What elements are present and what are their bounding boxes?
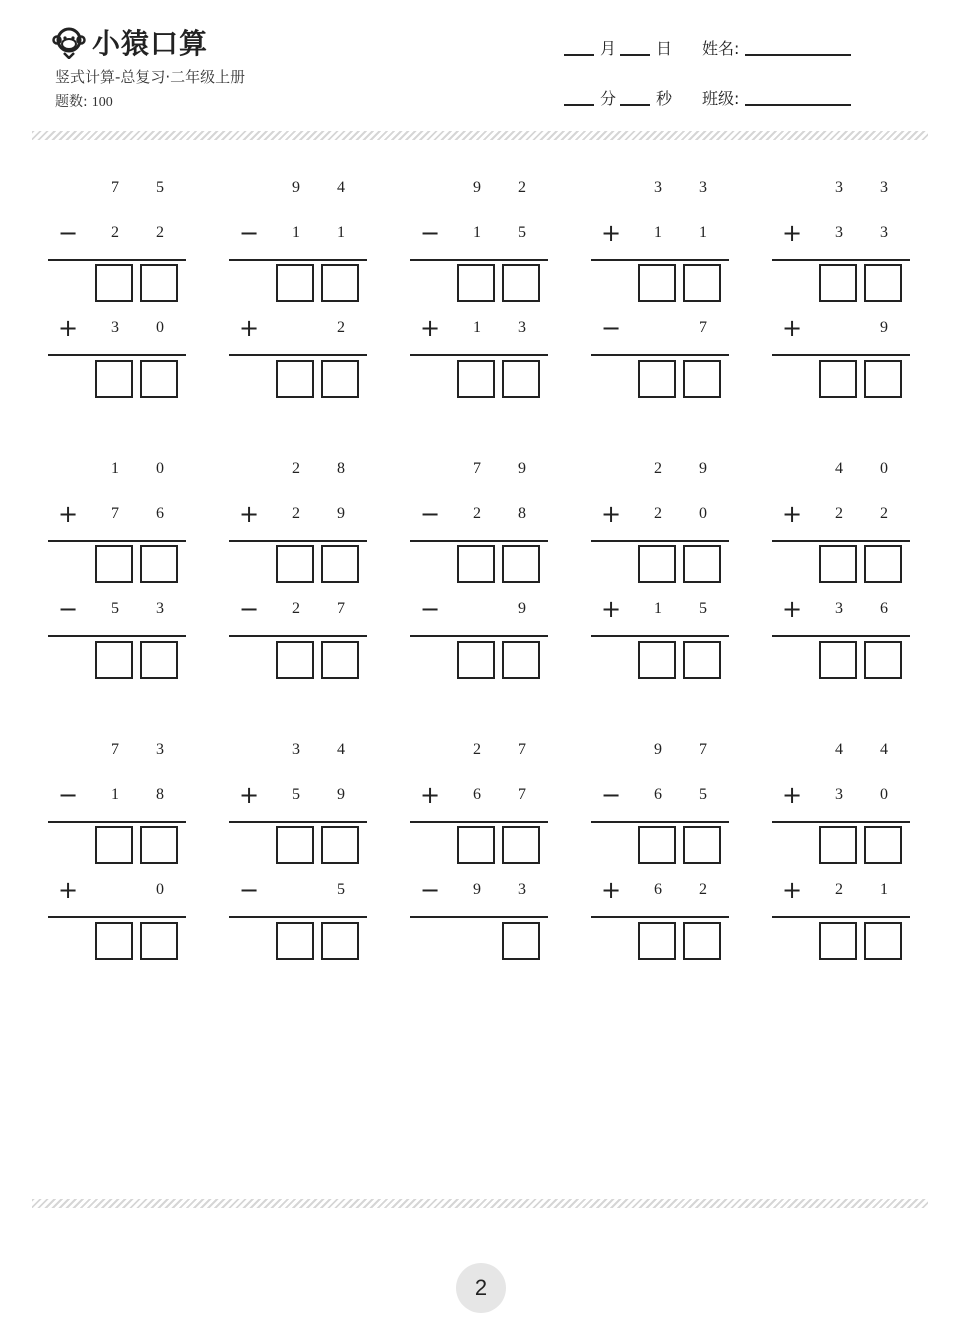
digit-ones: 7 xyxy=(699,741,707,758)
digit-ones: 9 xyxy=(337,505,345,522)
operator-sign: + xyxy=(600,876,622,904)
digit-ones: 0 xyxy=(880,460,888,477)
operand-row-second xyxy=(772,783,912,807)
digit-tens: 2 xyxy=(473,741,481,758)
digit-ones: 2 xyxy=(518,179,526,196)
digit-tens: 2 xyxy=(292,460,300,477)
final-answer-box-ones[interactable] xyxy=(864,360,902,398)
final-answer-box-ones[interactable] xyxy=(140,360,178,398)
operator-sign: − xyxy=(238,595,260,623)
problem-13 xyxy=(410,738,550,978)
operand-row-third xyxy=(410,316,550,340)
digit-tens: 1 xyxy=(292,224,300,241)
problem-7 xyxy=(229,457,369,697)
final-answer-box-ones[interactable] xyxy=(502,922,540,960)
intermediate-answer-box-ones[interactable] xyxy=(864,826,902,864)
digit-ones: 4 xyxy=(337,741,345,758)
digit-tens: 2 xyxy=(473,505,481,522)
intermediate-answer-box-ones[interactable] xyxy=(321,264,359,302)
intermediate-answer-box-ones[interactable] xyxy=(864,264,902,302)
operand-row-second xyxy=(591,221,731,245)
digit-ones: 5 xyxy=(699,600,707,617)
operand-row-second xyxy=(229,502,369,526)
calc-line xyxy=(48,635,186,637)
digit-tens: 2 xyxy=(292,600,300,617)
operator-sign: + xyxy=(419,781,441,809)
operator-sign: + xyxy=(781,500,803,528)
digit-ones: 9 xyxy=(518,460,526,477)
calc-line xyxy=(410,916,548,918)
digit-tens: 3 xyxy=(835,179,843,196)
operand-row-second xyxy=(48,783,188,807)
question-count-label: 题数: xyxy=(55,94,88,110)
final-answer-box-ones[interactable] xyxy=(683,360,721,398)
digit-tens: 5 xyxy=(292,786,300,803)
class-label: 班级: xyxy=(702,89,740,108)
digit-ones: 0 xyxy=(880,786,888,803)
day-label: 日 xyxy=(656,39,673,58)
operator-sign: + xyxy=(238,314,260,342)
calc-line xyxy=(591,540,729,542)
digit-ones: 6 xyxy=(156,505,164,522)
digit-tens: 3 xyxy=(654,179,662,196)
intermediate-answer-box-ones[interactable] xyxy=(683,264,721,302)
intermediate-answer-box-ones[interactable] xyxy=(502,545,540,583)
digit-ones: 3 xyxy=(880,179,888,196)
intermediate-answer-box-tens[interactable] xyxy=(638,826,676,864)
operand-row-second xyxy=(772,221,912,245)
final-answer-box-tens[interactable] xyxy=(276,922,314,960)
operand-row-first xyxy=(229,176,369,200)
calc-line xyxy=(229,259,367,261)
digit-ones: 7 xyxy=(699,319,707,336)
final-answer-box-ones[interactable] xyxy=(140,922,178,960)
digit-tens: 9 xyxy=(473,179,481,196)
intermediate-answer-box-ones[interactable] xyxy=(140,545,178,583)
bottom-divider xyxy=(32,1199,928,1208)
digit-tens: 9 xyxy=(473,881,481,898)
month-label: 月 xyxy=(600,39,617,58)
digit-tens: 1 xyxy=(111,460,119,477)
intermediate-answer-box-tens[interactable] xyxy=(276,264,314,302)
final-answer-box-ones[interactable] xyxy=(502,360,540,398)
digit-ones: 7 xyxy=(518,786,526,803)
operator-sign: − xyxy=(419,595,441,623)
operand-row-first xyxy=(772,176,912,200)
digit-tens: 6 xyxy=(473,786,481,803)
digit-tens: 1 xyxy=(473,319,481,336)
intermediate-answer-box-tens[interactable] xyxy=(276,826,314,864)
calc-line xyxy=(410,821,548,823)
operator-sign: − xyxy=(238,876,260,904)
calc-line xyxy=(410,354,548,356)
operand-row-third xyxy=(410,597,550,621)
calc-line xyxy=(772,354,910,356)
digit-tens: 6 xyxy=(654,881,662,898)
operand-row-first xyxy=(48,457,188,481)
intermediate-answer-box-ones[interactable] xyxy=(140,264,178,302)
intermediate-answer-box-tens[interactable] xyxy=(457,826,495,864)
operand-row-third xyxy=(591,316,731,340)
operand-row-third xyxy=(229,597,369,621)
operand-row-third xyxy=(591,878,731,902)
digit-ones: 5 xyxy=(337,881,345,898)
digit-ones: 3 xyxy=(880,224,888,241)
operand-row-first xyxy=(591,457,731,481)
digit-tens: 1 xyxy=(473,224,481,241)
final-answer-box-tens[interactable] xyxy=(457,641,495,679)
intermediate-answer-box-tens[interactable] xyxy=(95,545,133,583)
digit-tens: 1 xyxy=(654,224,662,241)
final-answer-box-tens[interactable] xyxy=(638,922,676,960)
operand-row-third xyxy=(772,878,912,902)
intermediate-answer-box-ones[interactable] xyxy=(683,826,721,864)
final-answer-box-tens[interactable] xyxy=(95,922,133,960)
digit-ones: 9 xyxy=(699,460,707,477)
final-answer-box-tens[interactable] xyxy=(638,360,676,398)
final-answer-box-ones[interactable] xyxy=(140,641,178,679)
calc-line xyxy=(772,259,910,261)
calc-line xyxy=(772,540,910,542)
problem-12 xyxy=(229,738,369,978)
intermediate-answer-box-tens[interactable] xyxy=(819,545,857,583)
problem-4 xyxy=(591,176,731,416)
intermediate-answer-box-ones[interactable] xyxy=(502,264,540,302)
final-answer-box-ones[interactable] xyxy=(683,641,721,679)
operand-row-third xyxy=(48,878,188,902)
digit-ones: 2 xyxy=(699,881,707,898)
operand-row-third xyxy=(591,597,731,621)
digit-tens: 9 xyxy=(654,741,662,758)
digit-tens: 9 xyxy=(292,179,300,196)
digit-tens: 2 xyxy=(292,505,300,522)
operand-row-third xyxy=(229,878,369,902)
calc-line xyxy=(772,635,910,637)
final-answer-box-ones[interactable] xyxy=(321,922,359,960)
operator-sign: + xyxy=(238,781,260,809)
calc-line xyxy=(48,821,186,823)
digit-ones: 7 xyxy=(518,741,526,758)
digit-tens: 4 xyxy=(835,460,843,477)
minute-label: 分 xyxy=(600,89,617,108)
problem-10 xyxy=(772,457,912,697)
intermediate-answer-box-tens[interactable] xyxy=(95,264,133,302)
final-answer-box-tens[interactable] xyxy=(819,360,857,398)
digit-ones: 1 xyxy=(699,224,707,241)
intermediate-answer-box-tens[interactable] xyxy=(819,826,857,864)
second-label: 秒 xyxy=(656,89,673,108)
intermediate-answer-box-tens[interactable] xyxy=(638,545,676,583)
digit-tens: 3 xyxy=(835,224,843,241)
operand-row-first xyxy=(229,738,369,762)
problem-2 xyxy=(229,176,369,416)
intermediate-answer-box-ones[interactable] xyxy=(321,545,359,583)
final-answer-box-ones[interactable] xyxy=(321,641,359,679)
page-number: 2 xyxy=(456,1263,506,1313)
operand-row-first xyxy=(410,738,550,762)
problem-8 xyxy=(410,457,550,697)
problem-15 xyxy=(772,738,912,978)
digit-tens: 2 xyxy=(835,881,843,898)
worksheet-subtitle: 竖式计算-总复习·二年级上册 xyxy=(55,68,246,86)
calc-line xyxy=(591,354,729,356)
intermediate-answer-box-tens[interactable] xyxy=(457,545,495,583)
digit-tens: 2 xyxy=(654,505,662,522)
operand-row-second xyxy=(410,502,550,526)
operand-row-second xyxy=(229,783,369,807)
operator-sign: − xyxy=(600,314,622,342)
digit-ones: 9 xyxy=(337,786,345,803)
operand-row-second xyxy=(48,221,188,245)
digit-ones: 4 xyxy=(337,179,345,196)
digit-ones: 3 xyxy=(156,600,164,617)
operator-sign: − xyxy=(238,219,260,247)
intermediate-answer-box-ones[interactable] xyxy=(140,826,178,864)
digit-tens: 2 xyxy=(835,505,843,522)
final-answer-box-ones[interactable] xyxy=(864,641,902,679)
digit-tens: 3 xyxy=(292,741,300,758)
digit-ones: 8 xyxy=(518,505,526,522)
operator-sign: + xyxy=(600,500,622,528)
problem-14 xyxy=(591,738,731,978)
digit-tens: 7 xyxy=(111,179,119,196)
problem-5 xyxy=(772,176,912,416)
operand-row-first xyxy=(410,176,550,200)
operand-row-first xyxy=(772,738,912,762)
operator-sign: − xyxy=(419,876,441,904)
digit-ones: 0 xyxy=(156,460,164,477)
operand-row-second xyxy=(591,502,731,526)
digit-tens: 1 xyxy=(111,786,119,803)
operand-row-third xyxy=(48,316,188,340)
calc-line xyxy=(48,354,186,356)
calc-line xyxy=(229,635,367,637)
intermediate-answer-box-ones[interactable] xyxy=(683,545,721,583)
digit-tens: 1 xyxy=(654,600,662,617)
operator-sign: − xyxy=(419,500,441,528)
intermediate-answer-box-tens[interactable] xyxy=(95,826,133,864)
operator-sign: + xyxy=(419,314,441,342)
calc-line xyxy=(229,540,367,542)
calc-line xyxy=(229,821,367,823)
digit-ones: 2 xyxy=(880,505,888,522)
question-count-value: 100 xyxy=(91,95,113,110)
digit-ones: 3 xyxy=(699,179,707,196)
digit-ones: 8 xyxy=(337,460,345,477)
digit-ones: 9 xyxy=(518,600,526,617)
digit-ones: 6 xyxy=(880,600,888,617)
operand-row-third xyxy=(48,597,188,621)
digit-ones: 0 xyxy=(156,881,164,898)
final-answer-box-ones[interactable] xyxy=(683,922,721,960)
digit-ones: 1 xyxy=(337,224,345,241)
operator-sign: − xyxy=(600,781,622,809)
operand-row-second xyxy=(772,502,912,526)
intermediate-answer-box-tens[interactable] xyxy=(819,264,857,302)
problem-3 xyxy=(410,176,550,416)
digit-tens: 5 xyxy=(111,600,119,617)
operator-sign: − xyxy=(57,219,79,247)
intermediate-answer-box-tens[interactable] xyxy=(457,264,495,302)
digit-ones: 0 xyxy=(699,505,707,522)
intermediate-answer-box-ones[interactable] xyxy=(502,826,540,864)
calc-line xyxy=(591,821,729,823)
operator-sign: + xyxy=(600,595,622,623)
digit-ones: 2 xyxy=(156,224,164,241)
digit-tens: 7 xyxy=(111,505,119,522)
final-answer-box-tens[interactable] xyxy=(276,641,314,679)
calc-line xyxy=(591,635,729,637)
calc-line xyxy=(410,259,548,261)
digit-tens: 7 xyxy=(111,741,119,758)
problem-6 xyxy=(48,457,188,697)
operator-sign: + xyxy=(57,314,79,342)
calc-line xyxy=(229,354,367,356)
calc-line xyxy=(48,916,186,918)
operand-row-first xyxy=(48,738,188,762)
operand-row-third xyxy=(229,316,369,340)
operand-row-first xyxy=(772,457,912,481)
name-label: 姓名: xyxy=(702,39,740,58)
intermediate-answer-box-ones[interactable] xyxy=(321,826,359,864)
digit-tens: 2 xyxy=(111,224,119,241)
digit-ones: 5 xyxy=(699,786,707,803)
operator-sign: + xyxy=(781,314,803,342)
calc-line xyxy=(410,635,548,637)
final-answer-box-tens[interactable] xyxy=(95,360,133,398)
digit-tens: 2 xyxy=(654,460,662,477)
calc-line xyxy=(229,916,367,918)
digit-tens: 4 xyxy=(835,741,843,758)
operator-sign: + xyxy=(781,595,803,623)
problem-11 xyxy=(48,738,188,978)
operator-sign: + xyxy=(238,500,260,528)
operand-row-first xyxy=(229,457,369,481)
digit-ones: 4 xyxy=(880,741,888,758)
intermediate-answer-box-ones[interactable] xyxy=(864,545,902,583)
intermediate-answer-box-tens[interactable] xyxy=(276,545,314,583)
final-answer-box-tens[interactable] xyxy=(819,641,857,679)
calc-line xyxy=(48,540,186,542)
operator-sign: + xyxy=(57,876,79,904)
digit-ones: 0 xyxy=(156,319,164,336)
operand-row-second xyxy=(48,502,188,526)
final-answer-box-tens[interactable] xyxy=(95,641,133,679)
digit-tens: 6 xyxy=(654,786,662,803)
digit-ones: 3 xyxy=(518,881,526,898)
operand-row-first xyxy=(591,738,731,762)
final-answer-box-tens[interactable] xyxy=(276,360,314,398)
final-answer-box-ones[interactable] xyxy=(864,922,902,960)
operator-sign: + xyxy=(600,219,622,247)
operand-row-second xyxy=(410,221,550,245)
calc-line xyxy=(48,259,186,261)
operand-row-second xyxy=(410,783,550,807)
final-answer-box-tens[interactable] xyxy=(638,641,676,679)
final-answer-box-ones[interactable] xyxy=(502,641,540,679)
digit-ones: 8 xyxy=(156,786,164,803)
digit-ones: 1 xyxy=(880,881,888,898)
calc-line xyxy=(772,821,910,823)
final-answer-box-tens[interactable] xyxy=(457,360,495,398)
operator-sign: − xyxy=(419,219,441,247)
digit-ones: 5 xyxy=(518,224,526,241)
operand-row-second xyxy=(229,221,369,245)
digit-tens: 3 xyxy=(111,319,119,336)
operand-row-first xyxy=(410,457,550,481)
operator-sign: + xyxy=(781,876,803,904)
calc-line xyxy=(591,259,729,261)
operand-row-third xyxy=(772,316,912,340)
problem-1 xyxy=(48,176,188,416)
operator-sign: + xyxy=(781,219,803,247)
operand-row-third xyxy=(410,878,550,902)
operator-sign: − xyxy=(57,781,79,809)
final-answer-box-tens[interactable] xyxy=(819,922,857,960)
digit-tens: 7 xyxy=(473,460,481,477)
operand-row-second xyxy=(591,783,731,807)
digit-ones: 9 xyxy=(880,319,888,336)
final-answer-box-ones[interactable] xyxy=(321,360,359,398)
operator-sign: + xyxy=(57,500,79,528)
operator-sign: + xyxy=(781,781,803,809)
digit-ones: 2 xyxy=(337,319,345,336)
operand-row-third xyxy=(772,597,912,621)
calc-line xyxy=(410,540,548,542)
operand-row-first xyxy=(591,176,731,200)
digit-ones: 3 xyxy=(518,319,526,336)
calc-line xyxy=(772,916,910,918)
problem-9 xyxy=(591,457,731,697)
digit-tens: 3 xyxy=(835,600,843,617)
digit-ones: 3 xyxy=(156,741,164,758)
brand-name: 小猿口算 xyxy=(92,27,209,60)
intermediate-answer-box-tens[interactable] xyxy=(638,264,676,302)
digit-ones: 5 xyxy=(156,179,164,196)
operator-sign: − xyxy=(57,595,79,623)
digit-tens: 3 xyxy=(835,786,843,803)
calc-line xyxy=(591,916,729,918)
digit-ones: 7 xyxy=(337,600,345,617)
operand-row-first xyxy=(48,176,188,200)
